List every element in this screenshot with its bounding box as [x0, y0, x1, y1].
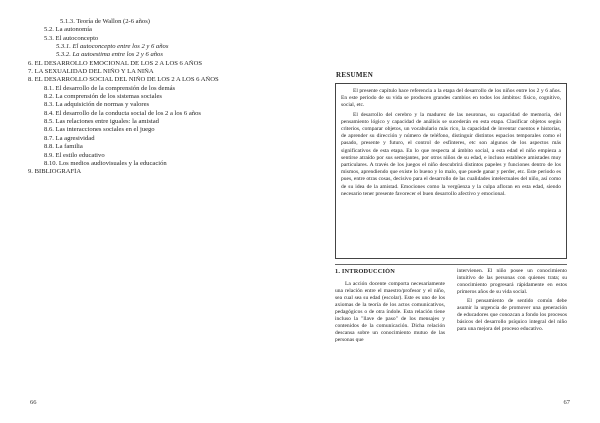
toc-entry: 8.1. El desarrollo de la comprensión de los demás [44, 84, 176, 92]
page-number-left: 66 [30, 399, 37, 406]
toc-entry: 5.3.2. La autoestima entre los 2 y 6 años [56, 51, 163, 59]
toc-entry: 6. EL DESARROLLO EMOCIONAL DE LOS 2 A LOS 6 AÑOS [28, 59, 203, 67]
toc-entry: 5.1.3. Teoría de Wallon (2-6 años) [60, 18, 150, 25]
section-divider [335, 264, 567, 265]
toc-entry: 8.7. La agresividad [44, 134, 95, 142]
intro-paragraph: El pensamiento de sentido común debe asumir la urgencia de promover una generación de educadores que conozcan a fondo los procesos básicos del desarrollo psíquico integral del niño para una mejora del proceso educativo. [457, 298, 567, 333]
toc-entry: 8.9. El estilo educativo [44, 151, 105, 159]
intro-column-left [335, 268, 445, 396]
intro-paragraph: La acción docente comporta necesariamente una relación entre el maestro/profesor y el niño, sea cual sea su edad (escolar). Este es uno de los axiomas de la teoría de los actos comunicativos, pedagógicos o de otra índole. Esta relación tiene incluso la "llave de paso" de los mensajes y contenidos de la comunicación. Dicha relación descansa sobre un conocimiento mutuo de las personas que [335, 281, 445, 344]
page-number-right: 67 [563, 399, 570, 406]
intro-paragraph: intervienen. El niño posee un conocimiento intuitivo de las personas con quienes trata; su conocimiento progresará rápidamente en estos primeros años de su vida social. [457, 268, 567, 296]
intro-heading: 1. INTRODUCCIÓN [335, 268, 396, 275]
toc-entry: 8.6. Las interacciones sociales en el juego [44, 126, 155, 134]
toc-entry: 7. LA SEXUALIDAD DEL NIÑO Y LA NIÑA [28, 68, 154, 76]
right-page [300, 0, 600, 423]
intro-column-right [457, 268, 567, 396]
toc-entry: 5.2. La autonomía [44, 26, 92, 34]
toc-entry: 8.8. La familia [44, 143, 83, 151]
toc-entry: 8.5. Las relaciones entre iguales: la amistad [44, 118, 159, 126]
table-of-contents [28, 18, 296, 177]
toc-entry: 8.4. El desarrollo de la conducta social de los 2 a los 6 años [44, 109, 201, 117]
toc-entry: 8.3. La adquisición de normas y valores [44, 101, 150, 109]
toc-entry: 8. EL DESARROLLO SOCIAL DEL NIÑO DE LOS 2 A LOS 6 AÑOS [28, 76, 219, 84]
resumen-box [335, 83, 567, 259]
resumen-paragraph: El presente capítulo hace referencia a la etapa del desarrollo de los niños entre los 2 y 6 años. En este periodo de su vida se producen grandes cambios en todos los ámbitos: físico, cognitivo, social, etc. [341, 88, 561, 109]
toc-entry: 8.10. Los medios audiovisuales y la educación [44, 159, 167, 167]
toc-entry: 5.3. El autoconcepto [44, 34, 99, 42]
resumen-paragraph: El desarrollo del cerebro y la madurez de las neuronas, su capacidad de memoria, del pensamiento lógico y capacidad de análisis se sucederán en esta etapa. Clasificar objetos según criterios, comparar objetos, un vocabulario más rico, la capacidad de inventar cuentos e historias, de aprender su dirección y número de teléfono, distinguir distintos espacios temporales como el pasado, presente y futuro, el control de esfínteres, etc son algunos de los aspectos más significativos de esta etapa. En lo que respecta al ámbito social, a esta edad el niño empieza a sentirse atraído por sus semejantes, por otros niños de su edad, e incluso establece amistades muy particulares. A través de los juegos el niño descubrirá distintos papeles y funciones dentro de los mismos, aprendiendo que existe lo bueno y lo malo, que puede ganar y perder, etc. Este periodo es pues, entre otras cosas, decisivo para el desarrollo de las cualidades intelectuales del niño, así como de su idea de la amistad. Emociones como la vergüenza y la culpa afloran en esta edad, siendo necesario tener presente favorecer el buen desarrollo afectivo y emocional. [341, 111, 561, 197]
introduction-section [335, 268, 567, 396]
toc-entry: 9. BIBLIOGRAFÍA [28, 168, 82, 176]
toc-entry: 5.3.1. El autoconcepto entre los 2 y 6 años [56, 43, 169, 51]
toc-entry: 8.2. La comprensión de los sistemas sociales [44, 93, 162, 101]
resumen-heading: RESUMEN [336, 71, 374, 79]
